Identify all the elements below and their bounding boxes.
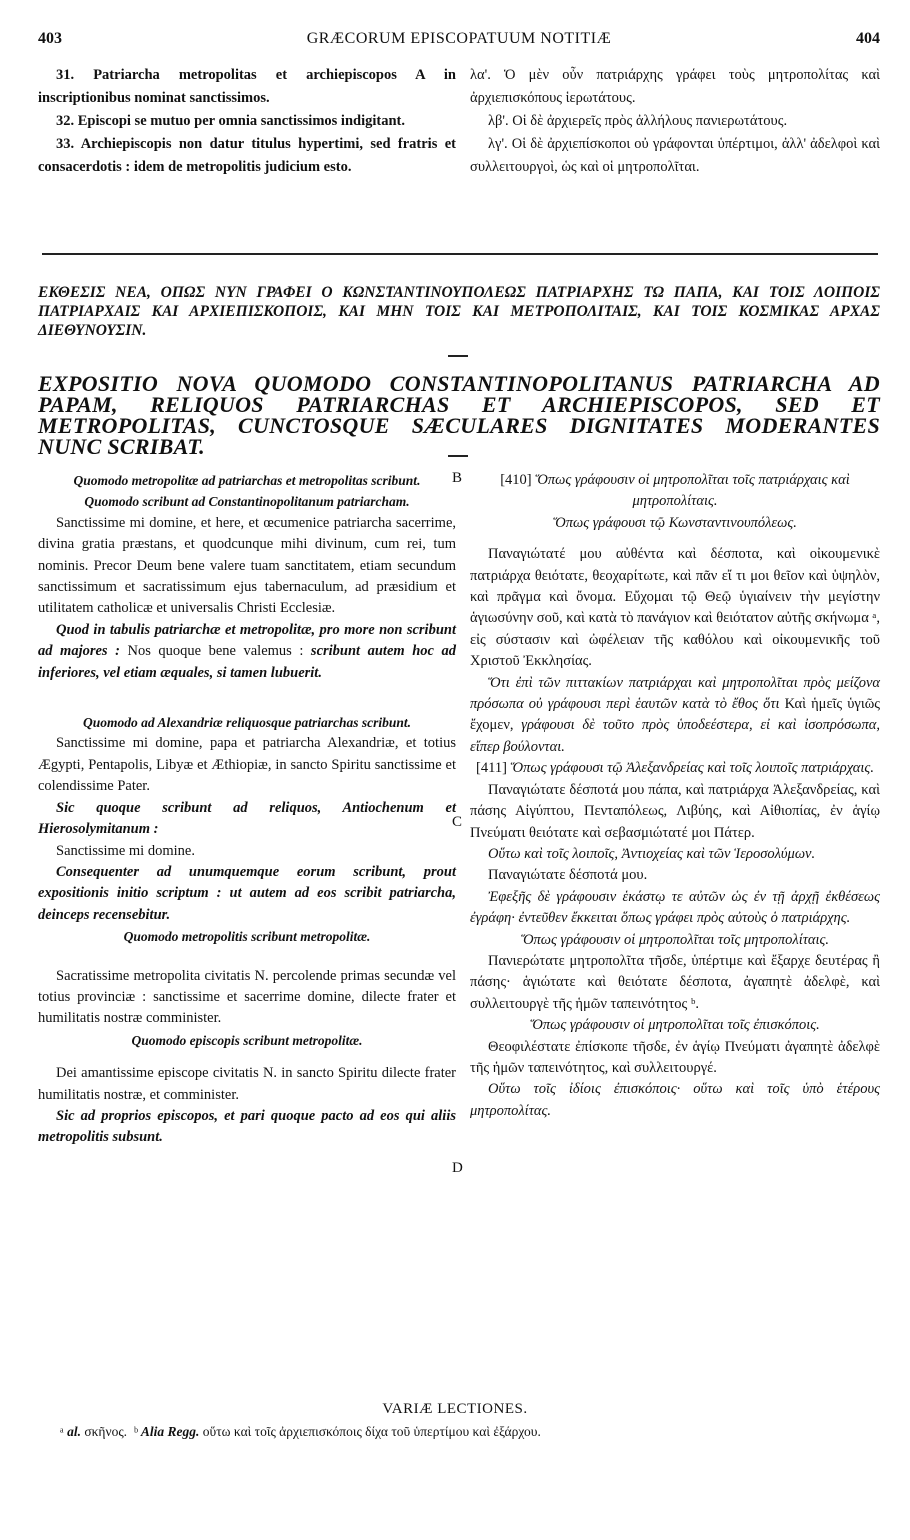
margin-letter-c: C — [452, 814, 463, 830]
latin-note-italic-2: scribunt autem hoc ad inferiores, vel etiam æquales, si tamen lubuerit. — [38, 643, 456, 681]
footnote-a-mark: ᵃ — [60, 1424, 64, 1439]
latin-paragraph-salutation: Sanctissime mi domine, et here, et œcumenice patriarcha sacerrime, divina gratia præstans, et quodcunque mihi divinum, cum rei, tum nominis. Precor Deum bene valere tuam sanctitatem, etiam secundum sanctissimum et sacratissimum ejus tabernaculum, ad præsidium et utilitatem catholicæ et universalis Christi Ecclesiæ. — [38, 514, 456, 617]
top-right-paragraphs — [470, 64, 880, 179]
greek-paragraph-ephexes: Ἐφεξῆς δὲ γράφουσιν ἑκάστῳ τε αὐτῶν ὡς ἐν τῇ ἀρχῇ ἐκθέσεως ἐγράφη· ἐντεῦθεν ἔκκειται ὅπως γράφει πρὸς αὐτοὺς ὁ πατριάρχης. — [470, 888, 880, 927]
latin-paragraph-majores — [38, 620, 456, 684]
footnotes — [60, 1424, 880, 1440]
greek-column — [470, 470, 880, 1122]
footnote-b-label: Alia Regg. — [138, 1424, 200, 1439]
greek-paragraph-pittakia — [470, 673, 880, 759]
running-title: GRÆCORUM EPISCOPATUUM NOTITIÆ — [306, 30, 612, 47]
greek-paragraph-outo: Οὕτω τοῖς ἰδίοις ἐπισκόποις· οὕτω καὶ τοῖς ὑπὸ ἑτέρους μητροπολίτας. — [470, 1081, 880, 1119]
title-dash-2 — [448, 455, 468, 457]
latin-paragraph-alexandria: Sanctissime mi domine, papa et patriarcha Alexandriæ, et totius Ægypti, Pentapolis, Libyæ et Æthiopiæ, in sancto Spiritu sanctissime et colendissime Pater. — [38, 735, 456, 795]
paragraph-33-latin: 33. Archiepiscopis non datur titulus hypertimi, sed fratris et consacerdotis : idem de metropolitis judicium esto. — [38, 136, 456, 175]
greek-paragraph-salutation: Παναγιώτατέ μου αὐθέντα καὶ δέσποτα, καὶ οἰκουμενικὲ πατριάρχα θειότατε, θεοχαρίτωτε, καὶ πᾶν εἴ τι μοι θεῖον καὶ ὑψηλὸν, καὶ πρᾶγμα καὶ ὄνομα. Εὔχομαι τῷ Θεῷ ὑγιαίνειν τὴν μεγίστην ἁγιωσύνην σοῦ, καὶ κατὰ τὸ πανάγιον καὶ θειότατον αὐτῆς σκήνωμα ᵃ, εἰς σύστασιν καὶ ὠφέλειαν τῆς καθόλου καὶ οἰκουμενικῆς τοῦ Χριστοῦ Ἐκκλησίας. — [470, 546, 881, 670]
latin-note-italic: Quod in tabulis patriarchæ et metropolitæ, pro more non scribunt ad majores : — [38, 621, 456, 660]
greek-heading-alexandria — [470, 758, 880, 779]
greek-note-roman: Καὶ ἡμεῖς ὑγιῶς ἔχομεν, — [470, 696, 881, 734]
greek-heading-metropolitai-text: Ὅπως γράφουσιν οἱ μητροπολῖται τοῖς πατριάρχαις καὶ μητροπολίταις. — [531, 472, 850, 510]
latin-paragraph-sacratissime: Sacratissime metropolita civitatis N. percolende primas secundæ vel totius provinciæ : sanctissime et sacerrime domine, dilecte frater et humilitatis nostræ comminister. — [38, 967, 456, 1027]
latin-heading-metropolitae: Quomodo metropolitæ ad patriarchas et metropolitas scribunt. — [73, 473, 421, 488]
footnote-a-label: al. — [63, 1424, 81, 1439]
margin-letter-b: B — [452, 470, 463, 486]
latin-paragraph-proprios: Sic ad proprios episcopos, et pari quoque pacto ad eos qui aliis metropolitis subsunt. — [38, 1107, 456, 1146]
paragraph-33-greek: λγ'. Οἱ δὲ ἀρχιεπίσκοποι οὐ γράφονται ὑπέρτιμοι, ἀλλ' ἀδελφοὶ καὶ συλλειτουργοὶ, ὡς καὶ οἱ μητροπολῖται. — [470, 136, 880, 175]
greek-heading-metropolitai — [470, 470, 880, 513]
greek-paragraph-alexandria: Παναγιώτατε δέσποτά μου πάπα, καὶ πατριάρχα Ἀλεξανδρείας, καὶ πάσης Αἰγύπτου, Πενταπόλεως, Λιβύης, καὶ Αἰθιοπίας, ἐν ἁγίῳ Πνεύματι θειότατε καὶ σεβασμιώτατέ μοι Πάτερ. — [470, 781, 880, 841]
latin-heading-alexandria: Quomodo ad Alexandriæ reliquosque patriarchas scribunt. — [82, 715, 412, 731]
greek-heading-alexandria-text: Ὅπως γράφουσι τῷ Ἀλεξανδρείας καὶ τοῖς λοιποῖς πατριάρχαις. — [506, 760, 874, 777]
footnote-b-mark: ᵇ — [133, 1424, 138, 1439]
latin-heading-metropolitis: Quomodo metropolitis scribunt metropolitæ. — [123, 929, 371, 945]
latin-paragraph-sanctissime: Sanctissime mi domine. — [56, 842, 195, 859]
paragraph-32-latin: 32. Episcopi se mutuo per omnia sanctissimos indigitant. — [56, 113, 405, 129]
greek-heading-metropolitais: Ὅπως γράφουσιν οἱ μητροπολῖται τοῖς μητροπολίταις. — [520, 931, 830, 948]
greek-paragraph-loipois: Οὕτω καὶ τοῖς λοιποῖς, Ἀντιοχείας καὶ τῶν Ἱεροσολύμων. — [488, 845, 816, 862]
margin-letter-d: D — [452, 1160, 463, 1176]
greek-note-italic: Ὅτι ἐπὶ τῶν πιττακίων πατριάρχαι καὶ μητροπολῖται πρὸς μείζονα πρόσωπα οὐ γράφουσι περὶ ἑαυτῶν κατὰ τὸ ἔθος ὅτι — [470, 674, 880, 713]
top-left-paragraphs — [38, 64, 456, 179]
greek-heading-constantinople: Ὅπως γράφουσι τῷ Κωνσταντινουπόλεως. — [553, 514, 797, 531]
paragraph-31-latin: 31. Patriarcha metropolitas et archiepiscopos A in inscriptionibus nominat sanctissimos. — [38, 67, 456, 106]
variae-lectiones-heading: VARIÆ LECTIONES. — [382, 1401, 528, 1417]
greek-heading-episkopois: Ὅπως γράφουσιν οἱ μητροπολῖται τοῖς ἐπισκόποις. — [530, 1017, 820, 1034]
latin-column — [38, 470, 456, 1149]
running-header — [38, 30, 880, 52]
latin-heading-constantinople: Quomodo scribunt ad Constantinopolitanum patriarcham. — [84, 494, 410, 510]
greek-page-marker-410: [410] — [500, 472, 532, 488]
greek-paragraph-theophilestate: Θεοφιλέστατε ἐπίσκοπε τῆσδε, ἐν ἁγίῳ Πνεύματι ἀγαπητὲ ἀδελφὲ τῆς ἡμῶν ταπεινότητος, καὶ συλλειτουργέ. — [470, 1038, 880, 1076]
footnote-b-text: οὕτω καὶ τοῖς ἀρχιεπισκόποις δίχα τοῦ ὑπερτίμου καὶ ἐξάρχου. — [199, 1424, 541, 1439]
greek-paragraph-panierotate: Πανιερώτατε μητροπολῖτα τῆσδε, ὑπέρτιμε καὶ ἔξαρχε δευτέρας ἢ πάσης· ἁγιώτατε καὶ θειότατε δέσποτα, ἀγαπητὲ ἀδελφὲ, καὶ συλλειτουργὲ τῆς ἡμῶν ταπεινότητος ᵇ. — [470, 952, 880, 1012]
latin-section-title: EXPOSITIO NOVA QUOMODO CONSTANTINOPOLITANUS PATRIARCHA AD PAPAM, RELIQUOS PATRIARCHAS ET ARCHIEPISCOPOS, SED ET METROPOLITAS, CUNCTOSQUE SÆCULARES DIGNITATES MODERANTES NUNC SCRIBAT. — [38, 371, 880, 459]
latin-heading-episcopis: Quomodo episcopis scribunt metropolitæ. — [131, 1032, 363, 1048]
page-number-right: 404 — [856, 30, 880, 47]
latin-paragraph-consequenter: Consequenter ad unumquemque eorum scribunt, prout expositionis initio scriptum : ut autem ad eos scribit patriarcha, deinceps recensebitur. — [38, 863, 456, 923]
footnote-a-text: σκῆνος. — [80, 1424, 128, 1439]
latin-note-roman: Nos quoque bene valemus : — [119, 643, 304, 660]
paragraph-32-greek: λβ'. Οἱ δὲ ἀρχιερεῖς πρὸς ἀλλήλους πανιερωτάτους. — [488, 113, 788, 129]
paragraph-31-greek: λα'. Ὁ μὲν οὖν πατριάρχης γράφει τοὺς μητροπολίτας καὶ ἀρχιεπισκόπους ἱερωτάτους. — [470, 67, 880, 106]
greek-paragraph-panagiotate: Παναγιώτατε δέσποτά μου. — [488, 867, 648, 884]
title-dash — [448, 355, 468, 357]
greek-page-marker-411: [411] — [476, 760, 507, 777]
latin-paragraph-dei-amantissime: Dei amantissime episcope civitatis N. in sancto Spiritu dilecte frater humilitatis nostræ, et comminister. — [38, 1065, 456, 1103]
greek-note-italic-2: γράφουσι δὲ τοῦτο πρὸς ὑποδεέστερα, εἰ καὶ ἰσοπρόσωπα, εἴπερ βούλονται. — [470, 717, 880, 755]
section-divider — [42, 253, 878, 255]
page-number-left: 403 — [38, 30, 62, 47]
latin-paragraph-reliquos: Sic quoque scribunt ad reliquos, Antiochenum et Hierosolymitanum : — [38, 799, 456, 838]
greek-section-title: ΕΚΘΕΣΙΣ ΝΕΑ, ΟΠΩΣ ΝΥΝ ΓΡΑΦΕΙ Ο ΚΩΝΣΤΑΝΤΙΝΟΥΠΟΛΕΩΣ ΠΑΤΡΙΑΡΧΗΣ ΤΩ ΠΑΠΑ, ΚΑΙ ΤΟΙΣ ΛΟΙΠΟΙΣ ΠΑΤΡΙΑΡΧΑΙΣ ΚΑΙ ΑΡΧΙΕΠΙΣΚΟΠΟΙΣ, ΚΑΙ ΜΗΝ ΤΟΙΣ ΚΑΙ ΜΕΤΡΟΠΟΛΙΤΑΙΣ, ΚΑΙ ΤΟΙΣ ΚΟΣΜΙΚΑΣ ΑΡΧΑΣ ΔΙΕΘΥΝΟΥΣΙΝ. — [38, 284, 880, 339]
